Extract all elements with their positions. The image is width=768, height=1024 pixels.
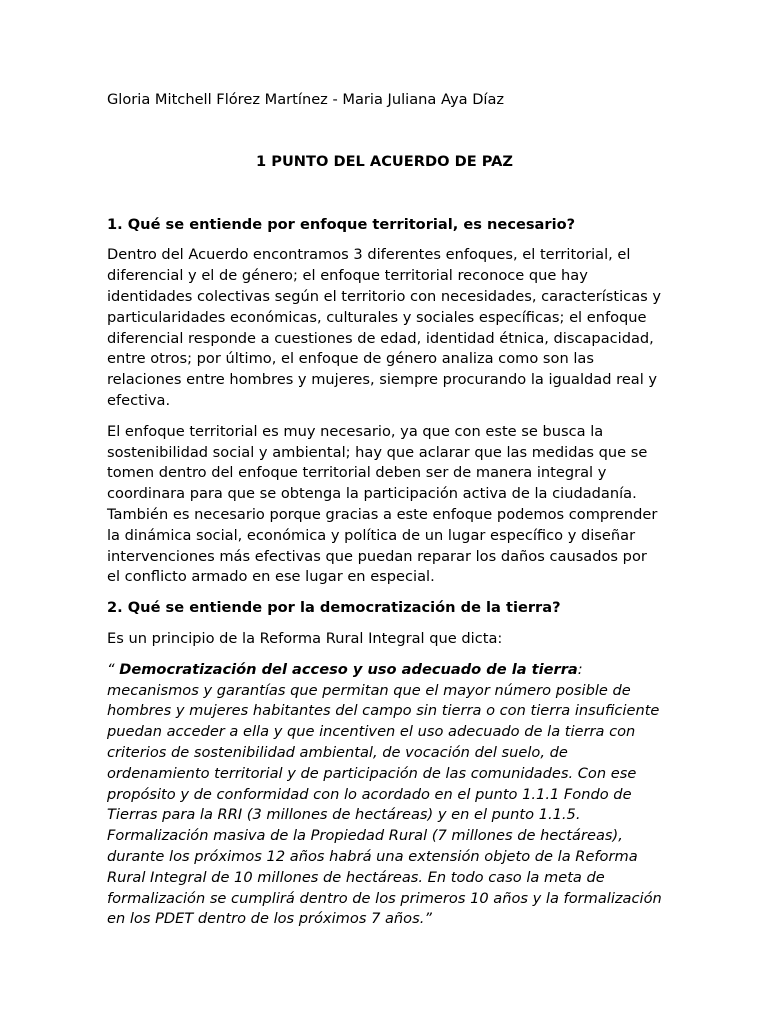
question-2-heading: 2. Qué se entiende por la democratización de la tierra?	[107, 599, 561, 617]
question-1-heading: 1. Qué se entiende por enfoque territorial, es necesario?	[107, 215, 576, 233]
quote-democratizacion	[107, 660, 662, 930]
document-authors: Gloria Mitchell Flórez Martínez - Maria Juliana Aya Díaz	[107, 91, 505, 108]
paragraph-principio-rri: Es un principio de la Reforma Rural Integral que dicta:	[107, 629, 503, 647]
paragraph-enfoque-territorial: El enfoque territorial es muy necesario, ya que con este se busca la sostenibilidad social y ambiental; hay que aclarar que las medidas que se tomen dentro del enfoque territorial deben ser de manera integral y coordinara para que se obtenga la participación activa de la ciudadanía. También es necesario porque gracias a este enfoque podemos comprender la dinámica social, económica y política de un lugar específico y diseñar intervenciones más efectivas que puedan reparar los daños causados por el conflicto armado en ese lugar en especial.	[107, 422, 658, 586]
document-page	[107, 90, 662, 930]
quote-lead-text: Democratización del acceso y uso adecuado de la tierra	[119, 660, 578, 678]
paragraph-enfoques: Dentro del Acuerdo encontramos 3 diferentes enfoques, el territorial, el diferencial y el de género; el enfoque territorial reconoce que hay identidades colectivas según el territorio con necesidades, características y particularidades económicas, culturales y sociales específicas; el enfoque diferencial responde a cuestiones de edad, identidad étnica, discapacidad, entre otros; por último, el enfoque de género analiza como son las relaciones entre hombres y mujeres, siempre procurando la igualdad real y efectiva.	[107, 246, 662, 409]
quote-body-text: : mecanismos y garantías que permitan que el mayor número posible de hombres y mujeres habitantes del campo sin tierra o con tierra insuficiente puedan acceder a ella y que incentiven el uso adecuado de la tierra con criterios de sostenibilidad ambiental, de vocación del suelo, de ordenamiento territorial y de participación de las comunidades. Con ese propósito y de conformidad con lo acordado en el punto 1.1.1 Fondo de Tierras para la RRI (3 millones de hectáreas) y en el punto 1.1.5. Formalización masiva de la Propiedad Rural (7 millones de hectáreas), durante los próximos 12 años habrá una extensión objeto de la Reforma Rural Integral de 10 millones de hectáreas. En todo caso la meta de formalización se cumplirá dentro de los primeros 10 años y la formalización en los PDET dentro de los próximos 7 años.”	[107, 660, 662, 928]
quote-open-mark: “	[107, 660, 120, 678]
document-title: 1 PUNTO DEL ACUERDO DE PAZ	[256, 152, 513, 170]
